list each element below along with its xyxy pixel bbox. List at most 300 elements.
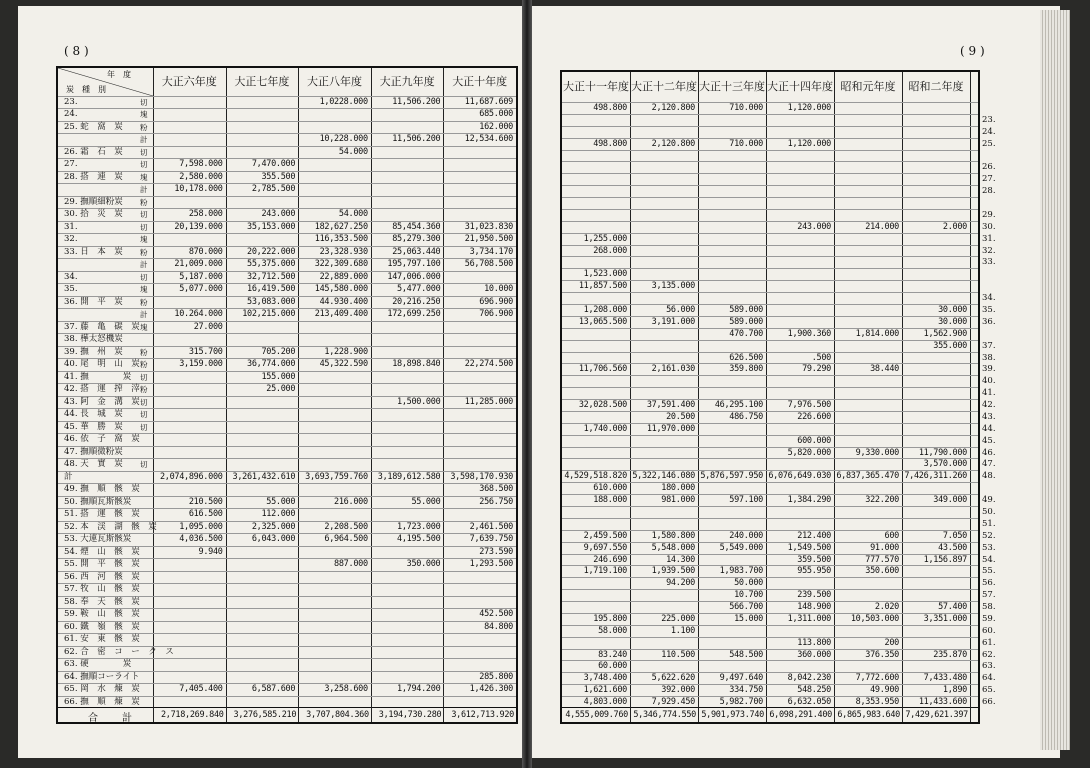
column-header: 大正八年度 bbox=[306, 75, 362, 88]
cell-value: 11,706.560 bbox=[578, 364, 627, 375]
cell-value: 1,120.000 bbox=[787, 138, 831, 149]
cell-value: 50.000 bbox=[734, 578, 763, 589]
cell-value: 5,322,146.080 bbox=[632, 471, 695, 482]
cell-value: 240.000 bbox=[729, 530, 763, 541]
page-edges bbox=[1040, 10, 1070, 750]
cell-value: 60.000 bbox=[598, 661, 627, 672]
table-row bbox=[58, 396, 516, 409]
column-header: 昭和二年度 bbox=[908, 80, 964, 93]
cell-value: 3,159.000 bbox=[179, 359, 223, 370]
cell-value: 11,857.500 bbox=[578, 281, 627, 292]
cell-value: 600.000 bbox=[797, 435, 831, 446]
cell-value: 7,639.750 bbox=[469, 534, 513, 545]
cell-value: 20.500 bbox=[666, 411, 695, 422]
cell-value: 1,562.900 bbox=[923, 328, 967, 339]
unit-label: 切 bbox=[140, 272, 148, 282]
row-number: 45. bbox=[982, 435, 996, 446]
cell-value: 548.500 bbox=[729, 649, 763, 660]
cell-value: 3,191.000 bbox=[651, 316, 695, 327]
cell-value: 20,216.250 bbox=[392, 296, 441, 307]
cell-value: 8,042.230 bbox=[787, 673, 831, 684]
cell-value: 22,274.500 bbox=[464, 359, 513, 370]
row-number: 63. bbox=[982, 661, 996, 672]
cell-value: 11,970.000 bbox=[646, 423, 695, 434]
unit-label: 計 bbox=[140, 135, 148, 145]
row-number: 40. bbox=[982, 376, 996, 387]
cell-value: 216.000 bbox=[334, 496, 368, 507]
cell-value: 2,161.030 bbox=[651, 364, 695, 375]
unit-label: 切 bbox=[140, 160, 148, 170]
total-value: 3,194,730.280 bbox=[378, 710, 442, 720]
cell-value: 486.750 bbox=[729, 411, 763, 422]
cell-value: 1,426.300 bbox=[469, 684, 513, 695]
row-number: 36. bbox=[982, 316, 996, 327]
cell-value: 5,548.000 bbox=[651, 542, 695, 553]
cell-value: 225.000 bbox=[661, 613, 695, 624]
cell-value: 4,036.500 bbox=[179, 534, 223, 545]
total-value: 6,098,291.400 bbox=[769, 710, 832, 720]
cell-value: 5,876,597.950 bbox=[700, 471, 763, 482]
row-number: 39. bbox=[982, 364, 996, 375]
cell-value: 350.000 bbox=[406, 559, 441, 570]
table-row bbox=[58, 108, 516, 121]
cell-value: 44.930.400 bbox=[319, 296, 368, 307]
coal-type-label: 26. 霜 石 炭 bbox=[64, 146, 123, 157]
row-number: 57. bbox=[982, 590, 996, 601]
table-row bbox=[58, 683, 516, 696]
cell-value: 226.600 bbox=[797, 411, 831, 422]
coal-type-label: 23. bbox=[64, 97, 78, 107]
cell-value: 10.700 bbox=[734, 590, 763, 601]
row-number: 58. bbox=[982, 602, 996, 613]
row-number: 56. bbox=[982, 578, 996, 589]
table-row bbox=[58, 133, 516, 146]
coal-type-label: 24. bbox=[64, 109, 78, 120]
right-table-header bbox=[562, 72, 978, 103]
cell-value: 1,983.700 bbox=[719, 566, 763, 577]
table-row bbox=[58, 283, 516, 296]
cell-value: 10.000 bbox=[484, 284, 513, 295]
coal-type-label: 58. 奉 天 骸 炭 bbox=[64, 596, 140, 607]
cell-value: 11,433.600 bbox=[918, 697, 967, 708]
cell-value: 1,580.800 bbox=[651, 530, 695, 541]
cell-value: 360.000 bbox=[797, 649, 831, 660]
cell-value: 55.000 bbox=[266, 496, 296, 507]
cell-value: 322,309.680 bbox=[314, 259, 368, 270]
cell-value: 155.000 bbox=[261, 371, 296, 382]
unit-label: 塊 bbox=[140, 322, 148, 332]
left-table-total-row bbox=[58, 707, 516, 722]
cell-value: 23,328.930 bbox=[319, 246, 368, 257]
cell-value: 116,353.500 bbox=[314, 234, 368, 245]
cell-value: 53,083.000 bbox=[247, 296, 296, 307]
cell-value: 56,708.500 bbox=[464, 259, 513, 270]
cell-value: 6,587.600 bbox=[251, 684, 296, 695]
column-header: 大正十四年度 bbox=[767, 80, 833, 93]
cell-value: 10,503.000 bbox=[850, 613, 899, 624]
coal-type-label: 33. 日 本 炭 bbox=[64, 246, 123, 257]
table-row bbox=[58, 208, 516, 221]
cell-value: 180.000 bbox=[661, 483, 695, 494]
cell-value: 54.000 bbox=[338, 209, 368, 220]
total-label: 合計 bbox=[88, 713, 156, 724]
column-header: 大正七年度 bbox=[234, 75, 290, 88]
cell-value: 3,570.000 bbox=[923, 459, 967, 470]
cell-value: 696.900 bbox=[479, 296, 513, 307]
cell-value: 27.000 bbox=[193, 321, 223, 332]
cell-value: 11,506.200 bbox=[392, 134, 441, 145]
coal-type-label: 62. 合 密 コ ー ク ス bbox=[64, 646, 174, 657]
cell-value: 214.000 bbox=[865, 221, 899, 232]
cell-value: 3,351.000 bbox=[923, 613, 967, 624]
row-number: 53. bbox=[982, 542, 996, 553]
unit-label: 切 bbox=[140, 372, 148, 382]
cell-value: 35,153.000 bbox=[247, 221, 296, 232]
coal-type-label: 25. 蛇 窩 炭 bbox=[64, 121, 123, 132]
cell-value: 1,255.000 bbox=[583, 233, 627, 244]
cell-value: 1,890 bbox=[942, 685, 967, 696]
table-row bbox=[58, 421, 516, 434]
cell-value: 616.500 bbox=[188, 509, 223, 520]
cell-value: 315.700 bbox=[188, 346, 223, 357]
cell-value: 14.300 bbox=[666, 554, 695, 565]
coal-type-label: 27. bbox=[64, 159, 78, 170]
unit-label: 切 bbox=[140, 460, 148, 470]
cell-value: 1,621.600 bbox=[583, 685, 627, 696]
cell-value: 4,195.500 bbox=[397, 534, 441, 545]
unit-label: 切 bbox=[140, 410, 148, 420]
table-row bbox=[58, 633, 516, 646]
coal-type-label: 31. bbox=[64, 221, 78, 232]
left-statistics-table bbox=[56, 66, 518, 724]
cell-value: 1,523.000 bbox=[583, 269, 627, 280]
table-row bbox=[58, 671, 516, 684]
cell-value: 1,549.500 bbox=[787, 542, 831, 553]
coal-type-label: 63. 硬 炭 bbox=[64, 659, 132, 670]
cell-value: 3,598,170.930 bbox=[450, 471, 513, 482]
cell-value: 200 bbox=[884, 637, 899, 648]
cell-value: 2,120.800 bbox=[651, 138, 695, 149]
table-row bbox=[58, 296, 516, 309]
cell-value: 9,497.640 bbox=[719, 673, 763, 684]
coal-type-label: 32. bbox=[64, 234, 78, 245]
cell-value: 1,814.000 bbox=[855, 328, 899, 339]
cell-value: 3,189,612.580 bbox=[377, 471, 441, 482]
coal-type-label: 36. 開 平 炭 bbox=[64, 296, 123, 307]
cell-value: 1,208.000 bbox=[583, 305, 627, 315]
cell-value: 25,063.440 bbox=[392, 246, 441, 257]
cell-value: 2.020 bbox=[874, 602, 899, 613]
column-header: 大正十二年度 bbox=[631, 80, 697, 93]
cell-value: 147,006.000 bbox=[387, 271, 441, 282]
row-number: 61. bbox=[982, 637, 996, 648]
cell-value: 31,023.830 bbox=[464, 221, 513, 232]
left-table-header bbox=[58, 68, 516, 97]
cell-value: 1,228.900 bbox=[324, 346, 368, 357]
cell-value: 7,470.000 bbox=[251, 159, 296, 170]
cell-value: 2,461.500 bbox=[469, 521, 513, 532]
cell-value: 7,426,311.260 bbox=[904, 471, 967, 482]
cell-value: 1,794.200 bbox=[397, 684, 441, 695]
cell-value: 6,964.500 bbox=[324, 534, 368, 545]
coal-type-label: 29. 撫順細粉炭 bbox=[64, 196, 123, 207]
cell-value: 2,580.000 bbox=[179, 171, 223, 182]
unit-label: 粉 bbox=[140, 385, 148, 395]
total-value: 3,612,713.920 bbox=[451, 710, 514, 720]
coal-type-label: 56. 西 河 骸 炭 bbox=[64, 571, 140, 582]
unit-label: 切 bbox=[140, 422, 148, 432]
cell-value: 57.400 bbox=[938, 602, 967, 613]
cell-value: 359.800 bbox=[729, 364, 763, 375]
row-number: 42. bbox=[982, 400, 996, 411]
coal-type-label: 28. 搭 連 炭 bbox=[64, 171, 123, 182]
row-number: 65. bbox=[982, 685, 996, 696]
cell-value: 212.400 bbox=[797, 530, 831, 541]
table-row bbox=[58, 608, 516, 621]
table-row bbox=[58, 658, 516, 671]
total-value: 5,346,774.550 bbox=[633, 710, 696, 720]
cell-value: 243.000 bbox=[261, 209, 296, 220]
cell-value: 213,409.400 bbox=[314, 309, 368, 320]
total-value: 3,707,804.360 bbox=[306, 710, 369, 720]
cell-value: 11,285.000 bbox=[464, 396, 513, 407]
row-number: 60. bbox=[982, 625, 996, 636]
cell-value: 9,330.000 bbox=[855, 447, 899, 458]
cell-value: 610.000 bbox=[593, 483, 627, 494]
cell-value: 113.800 bbox=[797, 637, 831, 648]
coal-type-label: 39. 撫 州 炭 bbox=[64, 346, 123, 357]
unit-label: 粉 bbox=[140, 122, 148, 132]
row-number: 35. bbox=[982, 305, 996, 315]
cell-value: 256.750 bbox=[479, 496, 513, 507]
row-number: 38. bbox=[982, 352, 996, 363]
cell-value: 22,889.000 bbox=[319, 271, 368, 282]
table-row bbox=[58, 196, 516, 209]
table-row bbox=[58, 483, 516, 496]
unit-label: 粉 bbox=[140, 197, 148, 207]
coal-type-label: 47. 撫順微粉炭 bbox=[64, 446, 123, 457]
total-value: 2,718,269.840 bbox=[160, 710, 224, 720]
cell-value: 777.570 bbox=[865, 554, 899, 565]
cell-value: 7,433.480 bbox=[923, 673, 967, 684]
unit-label: 計 bbox=[140, 260, 148, 270]
unit-label: 計 bbox=[140, 310, 148, 320]
unit-label: 粉 bbox=[140, 247, 148, 257]
coal-type-label: 48. 天 實 炭 bbox=[64, 459, 123, 470]
cell-value: 2,459.500 bbox=[583, 530, 627, 541]
row-number: 23. bbox=[982, 114, 996, 125]
cell-value: 7,598.000 bbox=[179, 159, 223, 170]
unit-label: 切 bbox=[140, 210, 148, 220]
cell-value: 3,693,759.760 bbox=[305, 471, 368, 482]
cell-value: 3,258.600 bbox=[324, 684, 368, 695]
cell-value: 1,500.000 bbox=[397, 396, 441, 407]
cell-value: 981.000 bbox=[661, 495, 695, 506]
cell-value: 38.440 bbox=[870, 364, 899, 375]
cell-value: 2,325.000 bbox=[251, 521, 296, 532]
row-number: 33. bbox=[982, 257, 996, 268]
coal-type-label: 52. 本 渓 湖 骸 炭 bbox=[64, 521, 157, 532]
cell-value: 887.000 bbox=[334, 559, 368, 570]
coal-type-label: 計 bbox=[64, 471, 73, 482]
cell-value: 350.600 bbox=[865, 566, 899, 577]
total-value: 6,865,983.640 bbox=[837, 710, 900, 720]
table-row bbox=[58, 333, 516, 346]
cell-value: 1,900.360 bbox=[787, 328, 831, 339]
cell-value: 3,734.170 bbox=[469, 246, 513, 257]
total-value: 5,901,973.740 bbox=[701, 710, 764, 720]
table-row bbox=[58, 233, 516, 246]
cell-value: 54.000 bbox=[338, 146, 368, 157]
cell-value: 359.500 bbox=[797, 554, 831, 565]
table-row bbox=[58, 146, 516, 159]
cell-value: 1,095.000 bbox=[179, 521, 223, 532]
cell-value: 13,065.500 bbox=[578, 316, 627, 327]
cell-value: 1,719.100 bbox=[583, 566, 627, 577]
cell-value: 5,477.000 bbox=[397, 284, 441, 295]
column-header: 昭和元年度 bbox=[840, 80, 896, 93]
cell-value: 355.500 bbox=[261, 171, 296, 182]
table-row bbox=[58, 346, 516, 359]
cell-value: 1,740.000 bbox=[583, 423, 627, 434]
cell-value: 2,074,896.000 bbox=[159, 471, 223, 482]
cell-value: 6,043.000 bbox=[251, 534, 296, 545]
right-table-total-row bbox=[562, 707, 978, 722]
cell-value: 21,009.000 bbox=[174, 259, 223, 270]
cell-value: 268.000 bbox=[593, 245, 627, 256]
coal-type-label: 66. 撫 順 煉 炭 bbox=[64, 696, 140, 707]
row-number: 66. bbox=[982, 697, 996, 708]
cell-value: 3,135.000 bbox=[651, 281, 695, 292]
unit-label: 切 bbox=[140, 147, 148, 157]
cell-value: 258.000 bbox=[188, 209, 223, 220]
cell-value: 243.000 bbox=[797, 221, 831, 232]
cell-value: 870.000 bbox=[188, 246, 223, 257]
unit-label: 塊 bbox=[140, 110, 148, 120]
row-number: 29. bbox=[982, 209, 996, 220]
cell-value: 235.870 bbox=[933, 649, 967, 660]
table-row bbox=[562, 696, 996, 709]
cell-value: 710.000 bbox=[729, 103, 763, 113]
cell-value: 4,529,518.820 bbox=[564, 471, 627, 482]
cell-value: 182,627.250 bbox=[314, 221, 368, 232]
cell-value: 11,506.200 bbox=[392, 97, 441, 107]
cell-value: 12,534.600 bbox=[464, 134, 513, 145]
cell-value: 706.900 bbox=[479, 309, 513, 320]
coal-type-label: 55. 開 平 骸 炭 bbox=[64, 559, 140, 570]
total-value: 7,429,621.397 bbox=[905, 710, 968, 720]
row-number: 52. bbox=[982, 530, 996, 541]
table-row bbox=[58, 533, 516, 546]
cell-value: 566.700 bbox=[729, 602, 763, 613]
cell-value: 36,774.000 bbox=[247, 359, 296, 370]
row-number: 27. bbox=[982, 174, 996, 185]
table-row bbox=[58, 621, 516, 634]
row-number: 59. bbox=[982, 613, 996, 624]
cell-value: 6,632.050 bbox=[787, 697, 831, 708]
table-row bbox=[58, 458, 516, 471]
cell-value: 210.500 bbox=[188, 496, 223, 507]
table-row bbox=[58, 121, 516, 134]
cell-value: 548.250 bbox=[797, 685, 831, 696]
cell-value: 1,384.290 bbox=[787, 495, 831, 506]
row-number: 48. bbox=[982, 471, 996, 482]
cell-value: 1,156.897 bbox=[923, 554, 967, 565]
row-number: 28. bbox=[982, 186, 996, 197]
cell-value: 600 bbox=[884, 530, 899, 541]
row-number: 44. bbox=[982, 423, 996, 434]
cell-value: 6,076,649.030 bbox=[768, 471, 831, 482]
row-number: 47. bbox=[982, 459, 996, 470]
table-row bbox=[58, 508, 516, 521]
coal-type-label: 65. 岡 水 煉 炭 bbox=[64, 684, 140, 695]
cell-value: 589.000 bbox=[729, 305, 763, 315]
cell-value: 55.000 bbox=[411, 496, 441, 507]
column-header: 大正十三年度 bbox=[699, 80, 765, 93]
cell-value: 58.000 bbox=[598, 625, 627, 636]
coal-type-label: 54. 煙 山 骸 炭 bbox=[64, 546, 140, 557]
cell-value: 452.500 bbox=[479, 609, 513, 620]
cell-value: 45,322.590 bbox=[319, 359, 368, 370]
cell-value: 1,0228.000 bbox=[319, 97, 368, 107]
row-number: 25. bbox=[982, 138, 996, 149]
table-row bbox=[58, 221, 516, 234]
column-header: 大正九年度 bbox=[379, 75, 435, 88]
table-row bbox=[58, 571, 516, 584]
cell-value: 2,208.500 bbox=[324, 521, 368, 532]
unit-label: 塊 bbox=[140, 285, 148, 295]
row-number: 26. bbox=[982, 162, 996, 173]
cell-value: 4,803.000 bbox=[583, 697, 627, 708]
cell-value: 20,139.000 bbox=[174, 221, 223, 232]
cell-value: 9,697.550 bbox=[583, 542, 627, 553]
table-row bbox=[58, 358, 516, 371]
cell-value: 94.200 bbox=[666, 578, 695, 589]
row-number: 43. bbox=[982, 411, 996, 422]
table-row bbox=[58, 383, 516, 396]
table-row bbox=[58, 521, 516, 534]
cell-value: 322.200 bbox=[865, 495, 899, 506]
cell-value: 7,976.500 bbox=[787, 400, 831, 411]
corner-coal-type-label: 炭 種 別 bbox=[66, 85, 106, 94]
row-number: 51. bbox=[982, 518, 996, 529]
table-row bbox=[58, 271, 516, 284]
coal-type-label: 46. 依 子 窩 炭 bbox=[64, 434, 140, 445]
table-row bbox=[58, 96, 516, 109]
table-row bbox=[58, 258, 516, 271]
table-row bbox=[58, 321, 516, 334]
right-statistics-table bbox=[560, 70, 996, 724]
cell-value: 6,837,365.470 bbox=[836, 471, 899, 482]
cell-value: 10,178.000 bbox=[174, 184, 223, 195]
table-row bbox=[58, 183, 516, 196]
table-row bbox=[58, 171, 516, 184]
coal-type-label: 50. 撫順瓦斯骸炭 bbox=[64, 496, 132, 507]
unit-label: 粉 bbox=[140, 347, 148, 357]
coal-type-label: 38. 樺太怒機炭 bbox=[64, 334, 123, 345]
cell-value: 8,353.950 bbox=[855, 697, 899, 708]
row-number: 31. bbox=[982, 233, 996, 244]
cell-value: 5,187.000 bbox=[179, 271, 223, 282]
unit-label: 切 bbox=[140, 98, 148, 107]
cell-value: 25.000 bbox=[266, 384, 296, 395]
cell-value: 46,295.100 bbox=[714, 400, 763, 411]
cell-value: .500 bbox=[811, 352, 831, 363]
cell-value: 246.690 bbox=[593, 554, 627, 565]
coal-type-label: 43. 阿 金 溝 炭 bbox=[64, 396, 140, 407]
table-row bbox=[58, 308, 516, 321]
cell-value: 5,622.620 bbox=[651, 673, 695, 684]
